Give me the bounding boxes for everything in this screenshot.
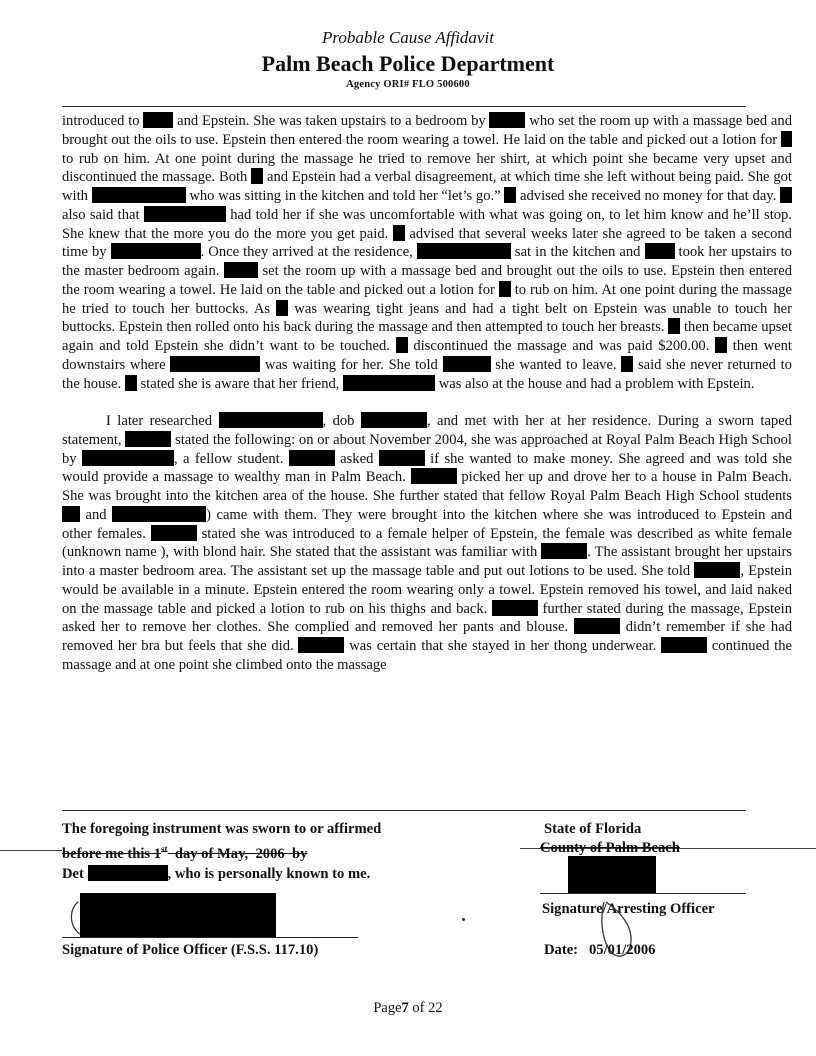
redaction [411,468,457,484]
redaction [111,243,201,259]
strike-extension-left [0,850,62,851]
paragraph-2: I later researched , dob , and met with her at her residence. During a sworn taped statement, stated the following: on or about November 2004, she was approached at Royal Palm Beach High School by , a fellow student. asked if she wanted to make money. She agreed and was told she would provide a massage to wealthy man in Palm Beach. picked her up and drove her to a house in Palm Beach. She was brought into the kitchen area of the house. She further stated that fellow Royal Palm Beach High School students and ) came with them. They were brought into the kitchen where she was introduced to Epstein and other females. stated she was introduced to a female helper of Epstein, the female was described as white female (unknown name ), with blond hair. She stated that the assistant was familiar with . The assistant brought her upstairs into a master bedroom area. The assistant set up the massage table and put out lotions to be used. She told , Epstein would be available in a minute. Epstein entered the room wearing only a towel. Epstein removed his towel, and laid naked on the massage table and picked a lotion to rub on his thighs and back. further stated during the massage, Epstein asked her to remove her clothes. She complied and removed her pants and blouse. didn’t remember if she had removed her bra but feels that she did. was certain that she stayed in her thong underwear. continued the massage and at one point she climbed onto the massage [62,413,793,673]
redaction [219,412,323,428]
signature-scribble [66,900,88,938]
redaction [151,525,197,541]
redaction [251,168,263,184]
affidavit-subtitle: Probable Cause Affidavit [322,28,494,47]
redaction [443,356,491,372]
redaction [492,600,538,616]
header-rule [62,106,746,107]
redaction [289,450,335,466]
redaction [780,187,792,203]
redaction [361,412,427,428]
affidavit-body [62,112,792,675]
redaction [568,856,656,894]
redaction [88,865,168,881]
paragraph-1: introduced to and Epstein. She was taken upstairs to a bedroom by who set the room up with a massage bed and brought out the oils to use. Epstein then entered the room wearing a towel. He laid on the table and picked out a lotion for to rub on him. At one point during the massage he tried to remove her shirt, at which point she became very upset and discontinued the massage. Both and Epstein had a verbal disagreement, at which time she left without being paid. She got with who was sitting in the kitchen and told her “let’s go.” advised she received no money for that day. also said that had told her if she was uncomfortable with what was going on, to let him know and he’ll stop. She knew that the more you do the more you get paid. advised that several weeks later she agreed to be taken a second time by . Once they arrived at the residence, sat in the kitchen and took her upstairs to the master bedroom again. set the room up with a massage bed and brought out the oils to use. Epstein then entered the room wearing a towel. He laid on the table and picked out a lotion for to rub on him. At one point during the massage he tried to touch her buttocks. As was wearing tight jeans and had a tight belt on Epstein was unable to touch her buttocks. Epstein then rolled onto his back during the massage and then attempted to touch her breasts. then became upset again and told Epstein she didn’t want to be touched. discontinued the massage and was paid $200.00. then went downstairs where was waiting for her. She told she wanted to leave. said she never returned to the house. stated she is aware that her friend, was also at the house and had a problem with Epstein. [62,113,793,392]
redaction [661,637,707,653]
redaction [170,356,260,372]
redaction [144,206,226,222]
redaction [668,318,680,334]
redaction [396,337,408,353]
redaction [489,112,525,128]
redaction [621,356,633,372]
redaction [645,243,675,259]
detective-line: Det , who is personally known to me. [62,865,371,882]
redaction [125,431,171,447]
sworn-statement [62,819,502,884]
state-label: State of Florida [544,821,642,837]
footer-rule [62,810,746,811]
redaction [781,131,792,147]
redaction [694,562,740,578]
redaction [417,243,511,259]
redaction [80,893,276,937]
redaction [541,543,587,559]
redaction [379,450,425,466]
redaction [393,225,405,241]
department-title: Palm Beach Police Department [261,51,555,76]
redaction [499,281,511,297]
redaction [143,112,173,128]
arresting-signature-label: Signature/Arresting Officer [542,901,715,917]
agency-ori: Agency ORI# FLO 500600 [346,79,470,90]
officer-signature-label: Signature of Police Officer (F.S.S. 117.10) [62,942,319,958]
arresting-signature-line [540,893,746,894]
officer-signature-line [62,937,358,938]
redaction [715,337,727,353]
redaction [82,450,174,466]
page-number: Page7 of 22 [373,1000,443,1016]
redaction [112,506,206,522]
date-line: Date: 05/01/2006 [544,942,656,958]
redaction [343,375,435,391]
redaction [62,506,80,522]
redaction [276,300,288,316]
redaction [574,618,620,634]
sworn-line-1: The foregoing instrument was sworn to or affirmed [62,821,382,837]
county-label: County of Palm Beach [540,840,680,856]
redaction [92,187,186,203]
redaction [125,375,137,391]
redaction [298,637,344,653]
redaction [504,187,516,203]
sworn-line-2: before me this 1st day of May, 2006 by [62,844,308,862]
redaction [224,262,258,278]
dot-mark [462,918,465,921]
